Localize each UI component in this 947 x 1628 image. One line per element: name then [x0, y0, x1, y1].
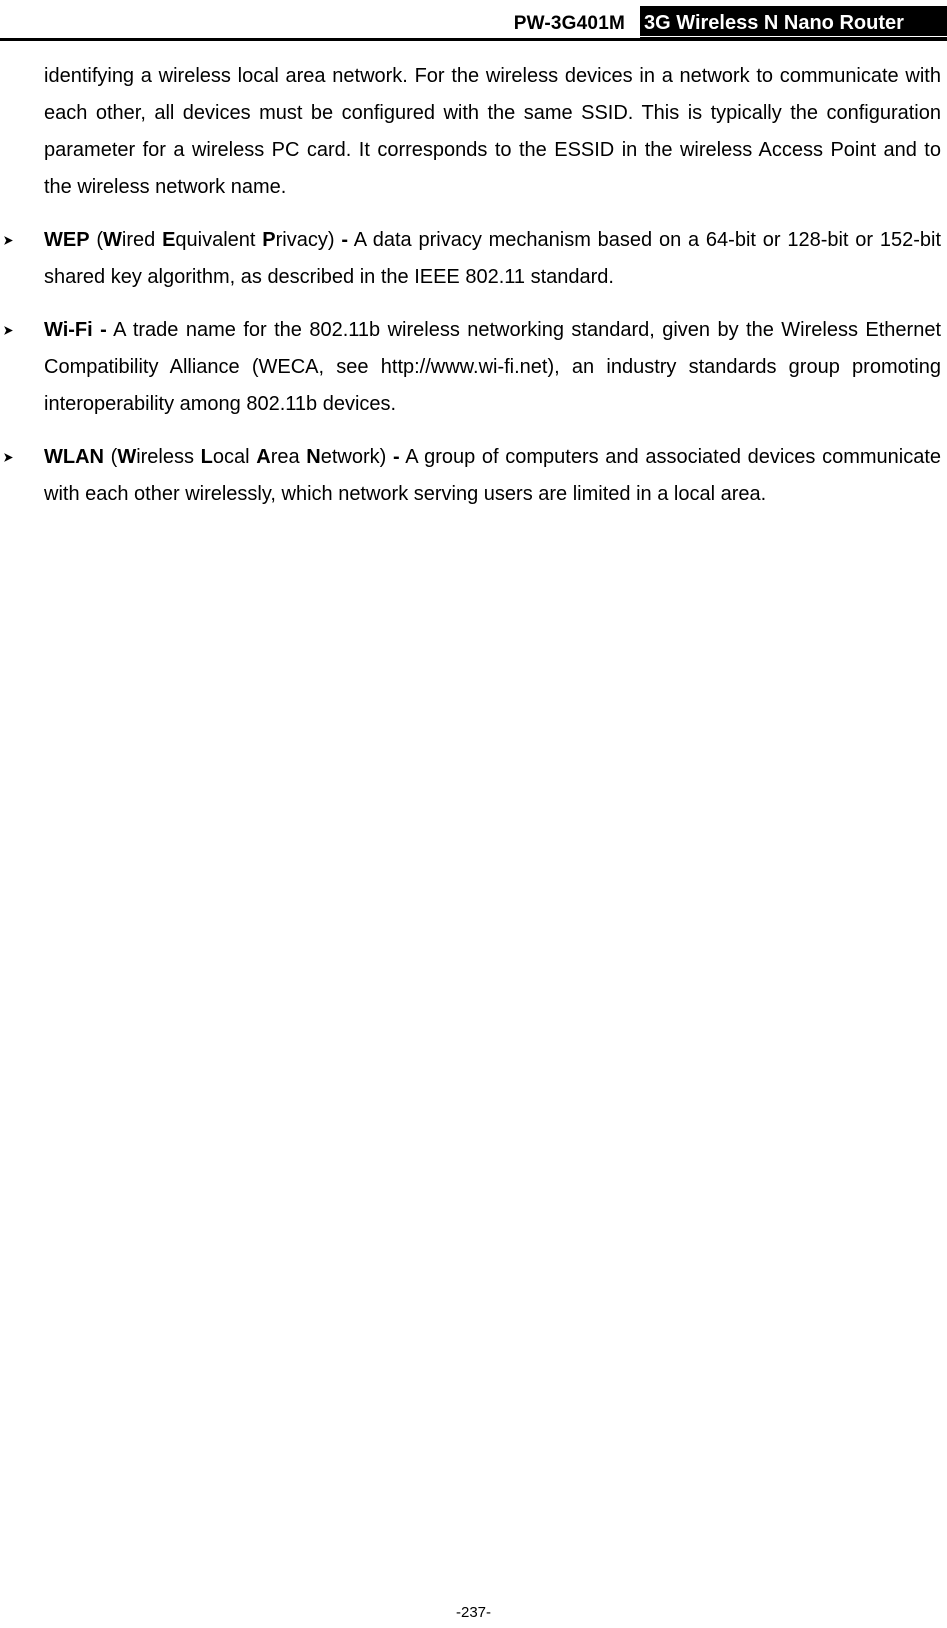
glossary-item — [44, 312, 941, 423]
glossary-term: Wi-Fi — [44, 319, 93, 341]
glossary-term: WLAN — [44, 446, 104, 468]
arrow-bullet-icon — [3, 452, 14, 463]
acronym-letter: P — [262, 229, 276, 251]
acronym-word-rest: rea — [270, 446, 307, 468]
acronym-word-rest: ireless — [136, 446, 201, 468]
acronym-letter: E — [162, 229, 176, 251]
header-model-name: PW-3G401M — [513, 13, 625, 34]
acronym-word-rest: rivacy — [275, 229, 328, 251]
header-product-name — [640, 6, 947, 39]
glossary-term: WEP — [44, 229, 90, 251]
acronym-letter: W — [117, 446, 137, 468]
page-header — [0, 0, 947, 42]
header-product-label: 3G Wireless N Nano Router — [644, 12, 904, 34]
acronym-letter: A — [256, 446, 271, 468]
acronym-word-rest: quivalent — [175, 229, 263, 251]
document-body — [44, 58, 941, 513]
glossary-definition: A group of computers and associated devices communicate with each other wirelessly, which network serving users are limited in a local area. — [44, 446, 942, 505]
acronym-letter: N — [306, 446, 321, 468]
arrow-bullet-icon — [3, 235, 14, 246]
glossary-definition: A data privacy mechanism based on a 64-bit or 128-bit or 152-bit shared key algorithm, as described in the IEEE 802.11 standard. — [44, 229, 942, 288]
page-number: -237- — [455, 1604, 492, 1621]
arrow-bullet-icon — [3, 325, 14, 336]
intro-paragraph: identifying a wireless local area network. For the wireless devices in a network to communicate with each other, all devices must be configured with the same SSID. This is typically the configuration parameter for a wireless PC card. It corresponds to the ESSID in the wireless Access Point and to the wireless network name. — [44, 65, 941, 198]
glossary-entry: WLAN (Wireless Local Area Network) - A group of computers and associated devices communicate with each other wirelessly, which network serving users are limited in a local area. — [44, 446, 942, 505]
acronym-letter: W — [103, 229, 122, 251]
glossary-definition: A trade name for the 802.11b wireless networking standard, given by the Wireless Ethernet Compatibility Alliance (WECA, see http://www.wi-fi.net), an industry standards group promoting interoperability among 802.11b devices. — [44, 319, 941, 415]
glossary-entry: WEP (Wired Equivalent Privacy) - A data privacy mechanism based on a 64-bit or 128-bit or 152-bit shared key algorithm, as described in the IEEE 802.11 standard. — [44, 229, 942, 288]
header-divider — [0, 38, 947, 41]
acronym-word-rest: ocal — [212, 446, 257, 468]
glossary-item — [44, 439, 941, 513]
glossary-entry: Wi-Fi - A trade name for the 802.11b wireless networking standard, given by the Wireless Ethernet Compatibility Alliance (WECA, see http://www.wi-fi.net), an industry standards group promoting interoperability among 802.11b devices. — [44, 319, 941, 415]
glossary-list — [44, 222, 941, 513]
acronym-word-rest: ired — [121, 229, 163, 251]
glossary-item — [44, 222, 941, 296]
acronym-word-rest: etwork — [320, 446, 380, 468]
acronym-letter: L — [200, 446, 213, 468]
